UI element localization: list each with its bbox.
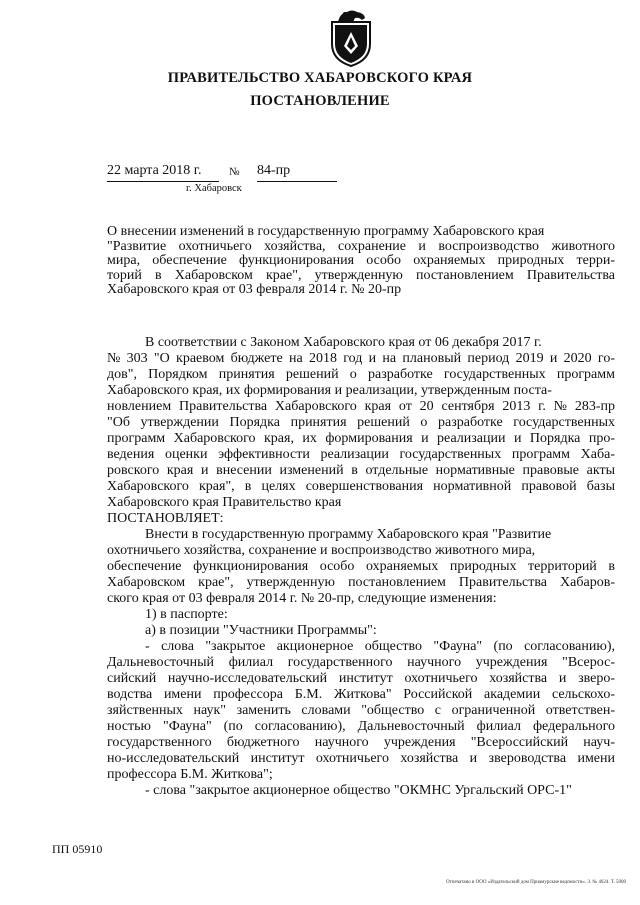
government-title: ПРАВИТЕЛЬСТВО ХАБАРОВСКОГО КРАЯ bbox=[167, 70, 473, 86]
body-line: государственного бюджетного научного учреждения "Всероссийский науч- bbox=[107, 735, 615, 750]
body-line: дов", Порядком принятия решений о разработке государственных программ bbox=[107, 367, 615, 382]
document-number: 84-пр bbox=[257, 163, 291, 178]
body-line: Хабаровского края, их формирования и реализации, утвержденным поста- bbox=[107, 383, 552, 398]
body-line: - слова "закрытое акционерное общество "ОКМНС Ургальский ОРС-1" bbox=[145, 783, 572, 798]
body-line: программ Хабаровского края, их формирования и реализации и Порядка про- bbox=[107, 431, 615, 446]
body-line: "Об утверждении Порядка принятия решений о разработке государственных bbox=[107, 415, 615, 430]
document-subject bbox=[107, 225, 615, 298]
number-sign: № bbox=[229, 166, 240, 178]
body-line: ПОСТАНОВЛЯЕТ: bbox=[107, 511, 224, 526]
body-line: Хабаровском крае", утвержденную постановлением Правительства Хабаров- bbox=[107, 575, 615, 590]
document-type: ПОСТАНОВЛЕНИЕ bbox=[250, 93, 390, 109]
body-line: ровского края и внесении изменений в отдельные нормативные правовые акты bbox=[107, 463, 615, 478]
subject-line: торий в Хабаровском крае", утвержденную постановлением Правительства bbox=[107, 267, 615, 283]
body-line: 1) в паспорте: bbox=[145, 607, 228, 622]
body-line: охотничьего хозяйства, сохранение и воспроизводство животного мира, bbox=[107, 543, 536, 558]
body-line: Хабаровского края", в целях совершенствования нормативной правовой базы bbox=[107, 479, 615, 494]
document-code: ПП 05910 bbox=[52, 842, 103, 856]
body-line: Хабаровского края Правительство края bbox=[107, 495, 342, 510]
body-line: ведения оценки эффективности реализации государственных программ Хаба- bbox=[107, 447, 615, 462]
body-line: Дальневосточный филиал государственного научного учреждения "Всерос- bbox=[107, 655, 615, 670]
body-line: новлением Правительства Хабаровского края от 20 сентября 2013 г. № 283-пр bbox=[107, 399, 615, 414]
subject-line: О внесении изменений в государственную программу Хабаровского края bbox=[107, 224, 545, 239]
body-line: а) в позиции "Участники Программы": bbox=[145, 623, 377, 638]
coat-of-arms-icon bbox=[326, 8, 376, 68]
number-underline bbox=[257, 181, 337, 182]
subject-line: мира, обеспечение функционирования особо охраняемых природных терри- bbox=[107, 253, 615, 268]
body-line: обеспечение функционирования особо охраняемых природных территорий в bbox=[107, 559, 615, 574]
body-line: профессора Б.М. Житкова"; bbox=[107, 767, 273, 782]
body-line: зяйственных наук" заменить словами "общество с ограниченной ответствен- bbox=[107, 703, 615, 718]
document-city: г. Хабаровск bbox=[186, 183, 242, 194]
body-line: - слова "закрытое акционерное общество "Фауна" (по согласованию), bbox=[145, 639, 615, 654]
body-line: водства имени профессора Б.М. Житкова" Российской академии сельскохо- bbox=[107, 687, 615, 702]
body-line: сийский научно-исследовательский институт охотничьего хозяйства и зверо- bbox=[107, 671, 615, 686]
body-line: но-исследовательский институт охотничьего хозяйства и звероводства имени bbox=[107, 751, 615, 766]
document-date: 22 марта 2018 г. bbox=[107, 163, 202, 178]
subject-line: Хабаровского края от 03 февраля 2014 г. № 20-пр bbox=[107, 282, 402, 297]
subject-line: "Развитие охотничьего хозяйства, сохранение и воспроизводство животного bbox=[107, 238, 615, 254]
date-underline bbox=[107, 181, 219, 182]
print-note: Отпечатано в ООО «Издательский дом Приамурские ведомости». З. № 4624. Т. 5000 bbox=[445, 880, 626, 885]
body-line: ностью "Фауна" (по согласованию), Дальневосточный филиал федерального bbox=[107, 719, 615, 734]
body-line: № 303 "О краевом бюджете на 2018 год и на плановый период 2019 и 2020 го- bbox=[107, 351, 615, 366]
document-body bbox=[107, 335, 615, 799]
body-line: ского края от 03 февраля 2014 г. № 20-пр, следующие изменения: bbox=[107, 591, 497, 606]
body-line: В соответствии с Законом Хабаровского края от 06 декабря 2017 г. bbox=[145, 335, 542, 350]
date-number-line bbox=[107, 163, 337, 183]
body-line: Внести в государственную программу Хабаровского края "Развитие bbox=[145, 527, 552, 542]
